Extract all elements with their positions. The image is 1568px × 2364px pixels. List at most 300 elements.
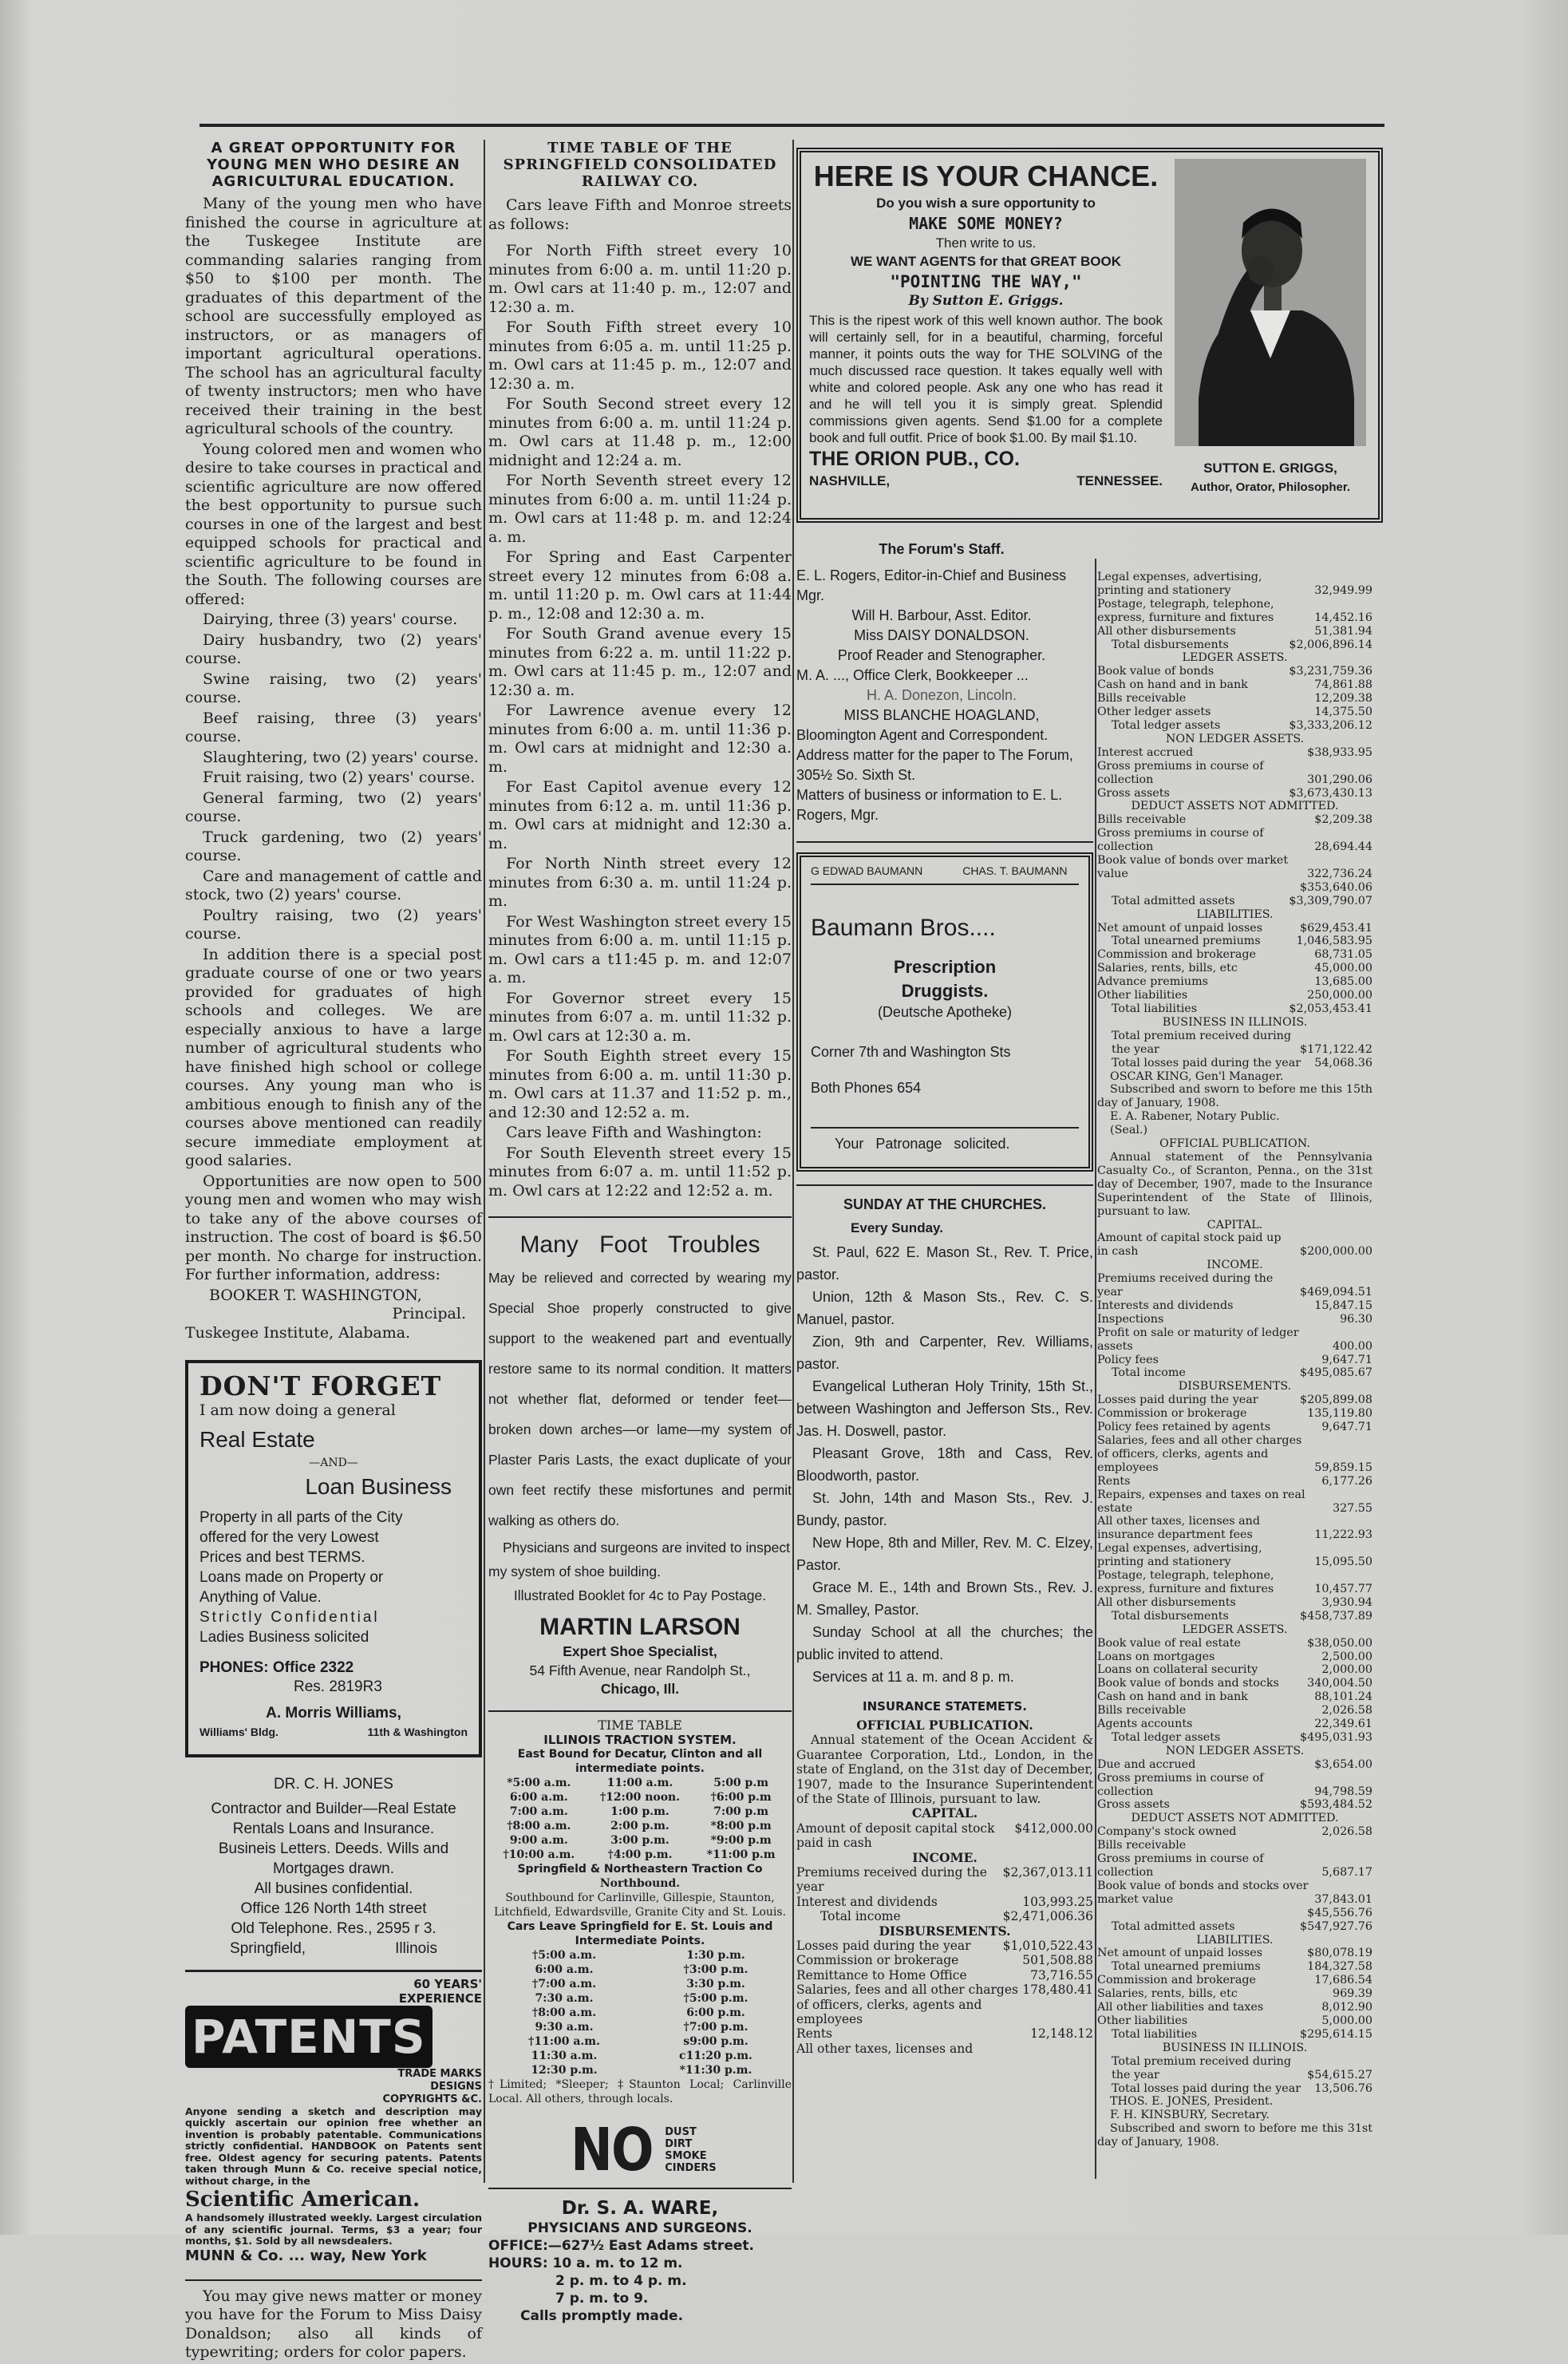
tt-row xyxy=(488,1963,792,1977)
line-value: 73,716.55 xyxy=(1030,1967,1093,1983)
line-label: Agents accounts xyxy=(1097,1718,1193,1731)
statement-line xyxy=(1097,1731,1372,1745)
statement-line xyxy=(1097,678,1372,692)
statement-line xyxy=(1097,760,1372,787)
ad-no-dust xyxy=(488,2115,792,2184)
statement-line xyxy=(1097,1030,1372,1057)
statement-line xyxy=(1097,1434,1372,1475)
statement-line xyxy=(1097,935,1372,948)
column-divider xyxy=(1095,559,1096,2179)
tt-time: †7:00 a.m. xyxy=(531,1977,597,1990)
statement-line xyxy=(1097,1758,1372,1772)
line-label: Total disbursements xyxy=(1112,638,1229,651)
route: For North Fifth street every 10 minutes from 6:00 a. m. until 11:20 p. m. Owl cars at 11:40 p. m., 12:07 and 12:30 a. m. xyxy=(488,242,792,316)
ad-line: Office 126 North 14th street xyxy=(240,1900,427,1917)
line-value: 9,647.71 xyxy=(1321,1353,1372,1366)
line-label: Interest accrued xyxy=(1097,745,1194,759)
ad-line: Ladies Business solicited xyxy=(199,1629,369,1646)
statement-line xyxy=(1097,1704,1372,1718)
statement-line xyxy=(1097,2082,1372,2096)
line-label: Commission and brokerage xyxy=(1097,1974,1256,1987)
ad-line: Real Estate xyxy=(199,1426,315,1452)
patents-body: A handsomely illustrated weekly. Largest circulation of any scientific journal. Terms, $3 a year; four months, $1. Sold by all newsdealers. xyxy=(185,2212,482,2247)
line-label: Total premium received during the year xyxy=(1112,1029,1292,1056)
tt-heading: Southbound for Carlinville, Gillespie, Staunton, Litchfield, Edwardsville, Granite City and St. Louis. xyxy=(493,1891,787,1919)
line-label: Net amount of unpaid losses xyxy=(1097,921,1263,935)
route: For Spring and East Carpenter street every 12 minutes from 6:08 a. m. until 11:20 p. m. Owl cars at 11:44 p. m., 12:08 and 12:30 a. m. xyxy=(488,548,792,623)
statement-line xyxy=(1097,1326,1372,1354)
line-value: 400.00 xyxy=(1332,1339,1372,1353)
author-name: SUTTON E. GRIGGS, xyxy=(1203,461,1337,476)
route: For South Second street every 12 minutes from 6:00 a. m. until 11:24 p. m. Owl cars at 11.48 p. m., 12:00 midnight and 12:24 a. m. xyxy=(488,395,792,469)
church-item: Pleasant Grove, 18th and Cass, Rev. Bloodworth, pastor. xyxy=(796,1445,1093,1484)
course-item: Poultry raising, two (2) years' course. xyxy=(185,906,482,943)
course-item: Dairying, three (3) years' course. xyxy=(203,611,458,628)
tt-time: *8:00 p.m xyxy=(710,1819,772,1832)
statement-line xyxy=(1097,638,1372,652)
patents-line: DESIGNS xyxy=(430,2080,482,2093)
ad-line: Do you wish a sure opportunity to xyxy=(876,196,1096,211)
ad-line: All busines confidential. xyxy=(254,1880,413,1897)
statement-note: (Seal.) xyxy=(1110,1124,1148,1137)
tt-time: †5:00 a.m. xyxy=(531,1948,597,1962)
column-divider xyxy=(484,140,485,2183)
ad-phones-res: Res. 2819R3 xyxy=(294,1678,382,1695)
line-value: 501,508.88 xyxy=(1022,1953,1093,1968)
route: For East Capitol avenue every 12 minutes from 6:12 a. m. until 11:36 p. m. Owl cars at midnight and 12:30 a. m. xyxy=(488,778,792,852)
ad-title: DON'T FORGET xyxy=(199,1370,442,1401)
ad-publisher: THE ORION PUB., CO. xyxy=(809,448,1020,470)
line-label: Gross assets xyxy=(1097,786,1170,800)
ad-line: Both Phones 654 xyxy=(811,1080,922,1096)
patents-experience: EXPERIENCE xyxy=(398,1990,482,2006)
line-label: Total liabilities xyxy=(1112,2027,1198,2041)
line-value: 96.30 xyxy=(1340,1312,1372,1326)
line-label: Total income xyxy=(1112,1366,1186,1380)
article-title-tuskegee: A GREAT OPPORTUNITY FOR YOUNG MEN WHO DESIRE AN AGRICULTURAL EDUCATION. xyxy=(207,140,460,190)
line-label: Bills receivable xyxy=(1097,813,1187,827)
church-item: Evangelical Lutheran Holy Trinity, 15th St., between Washington and Jefferson Sts., Rev. Jas. H. Doswell, pastor. xyxy=(796,1378,1093,1439)
column-1 xyxy=(185,140,482,2364)
line-label: Profit on sale or maturity of ledger assets xyxy=(1097,1326,1299,1353)
insurance-statements xyxy=(796,1699,1093,2057)
ad-address: 54 Fifth Avenue, near Randolph St., xyxy=(529,1662,751,1678)
ad-title: HERE IS YOUR CHANCE. xyxy=(813,160,1159,192)
tt-row xyxy=(488,1833,792,1848)
sunday-churches xyxy=(796,1184,1093,1688)
statement-heading: DEDUCT ASSETS NOT ADMITTED. xyxy=(1131,1812,1339,1825)
church-item: St. John, 14th and Mason Sts., Rev. J. Bundy, pastor. xyxy=(796,1489,1093,1528)
line-label: Bills receivable xyxy=(1097,1704,1187,1718)
line-value: 6,177.26 xyxy=(1321,1474,1372,1488)
tt-time: 11:00 a.m. xyxy=(606,1776,673,1789)
tt-time: †3:00 p.m. xyxy=(683,1963,748,1976)
line-label: Total ledger assets xyxy=(1112,1730,1221,1744)
statement-line xyxy=(1097,1852,1372,1880)
line-label: Total admitted assets xyxy=(1112,1919,1235,1933)
tt-row xyxy=(488,1977,792,1991)
line-value: 15,095.50 xyxy=(1314,1556,1372,1569)
ad-patents xyxy=(185,1970,482,2265)
line-value: 340,004.50 xyxy=(1307,1677,1372,1690)
statement-line xyxy=(1097,1839,1372,1852)
line-label: Book value of bonds and stocks xyxy=(1097,1677,1279,1690)
tt-row xyxy=(488,1848,792,1862)
line-value: $38,050.00 xyxy=(1307,1636,1372,1650)
tt-time: c11:20 p.m. xyxy=(679,2049,752,2062)
route: For South Eleventh street every 15 minutes from 6:07 a. m. until 11:52 p. m. Owl cars at 12:22 and 12:52 a. m. xyxy=(488,1144,792,1200)
line-value: $2,053,453.41 xyxy=(1289,1002,1372,1015)
statement-line xyxy=(1097,1960,1372,1974)
staff-line: MISS BLANCHE HOAGLAND, xyxy=(843,706,1040,723)
tt-time: †6:00 p.m xyxy=(710,1790,772,1804)
line-value: 178,480.41 xyxy=(1022,1983,1093,1998)
statement-heading: LEDGER ASSETS. xyxy=(1182,651,1288,665)
ad-body: Illustrated Booklet for 4c to Pay Postage. xyxy=(513,1587,767,1603)
statement-line xyxy=(1097,692,1372,706)
patents-line: TRADE MARKS xyxy=(397,2067,482,2080)
no-ad-word: NO xyxy=(571,2115,654,2184)
line-label: Book value of bonds and stocks over market value xyxy=(1097,1879,1309,1906)
line-value: 2,026.58 xyxy=(1321,1825,1372,1839)
tt-row xyxy=(488,1776,792,1790)
line-label: Total liabilities xyxy=(1112,1002,1198,1015)
line-label: Commission or brokerage xyxy=(796,1953,959,1968)
statement-note: OSCAR KING, Gen'l Manager. xyxy=(1110,1069,1284,1083)
line-label: Salaries, fees and all other charges of officers, clerks, agents and employees xyxy=(1097,1434,1302,1474)
course-item: Beef raising, three (3) years' course. xyxy=(185,709,482,745)
statement-line xyxy=(1097,1690,1372,1704)
line-value: 45,000.00 xyxy=(1314,962,1372,975)
course-item: Truck gardening, two (2) years' course. xyxy=(185,828,482,864)
tt-time: 11:30 a.m. xyxy=(531,2049,598,2062)
staff-line: E. L. Rogers, Editor-in-Chief and Business Mgr. xyxy=(796,567,1067,603)
ad-city: NASHVILLE, xyxy=(809,473,891,488)
statement-heading: CAPITAL. xyxy=(1207,1218,1263,1231)
timetable-title: TIME TABLE OF THE SPRINGFIELD CONSOLIDATED RAILWAY CO. xyxy=(503,140,777,190)
no-ad-item: DUST xyxy=(665,2125,697,2138)
scientific-american: Scientific American. xyxy=(185,2188,421,2212)
statement-line xyxy=(1097,1421,1372,1434)
line-value: $2,471,006.36 xyxy=(1002,1909,1093,1924)
line-value: 301,290.06 xyxy=(1307,773,1372,786)
line-label: Commission or brokerage xyxy=(1097,1407,1247,1421)
statement-heading: OFFICIAL PUBLICATION. xyxy=(1159,1137,1310,1151)
tt-row xyxy=(488,1819,792,1833)
line-label: Loans on mortgages xyxy=(1097,1650,1215,1663)
line-label: Salaries, fees and all other charges of officers, clerks, agents and employees xyxy=(796,1983,1018,2027)
statement-line xyxy=(1097,1002,1372,1016)
line-label: Book value of bonds over market value xyxy=(1097,854,1289,880)
line-label: Total disbursements xyxy=(1112,1609,1229,1623)
line-value: $171,122.42 xyxy=(1300,1042,1372,1056)
line-value: 15,847.15 xyxy=(1314,1299,1372,1312)
paragraph: Opportunities are now open to 500 young men and women who may wish to take any of the above courses of instruction. The cost of board is $6.50 per month. No charge for instruction. For further information, address: xyxy=(185,1172,482,1283)
line-value: 103,993.25 xyxy=(1022,1894,1093,1909)
line-value: 3,930.94 xyxy=(1321,1595,1372,1609)
line-label: Repairs, expenses and taxes on real estate xyxy=(1097,1488,1305,1515)
tt-time: 7:00 a.m. xyxy=(509,1805,568,1818)
top-rule xyxy=(199,124,1384,127)
line-label: Other liabilities xyxy=(1097,989,1188,1002)
statement-line xyxy=(1097,787,1372,801)
line-value: 11,222.93 xyxy=(1314,1528,1372,1542)
statement-line xyxy=(1097,1974,1372,1987)
statement-line xyxy=(1097,746,1372,760)
line-value: $412,000.00 xyxy=(1014,1820,1093,1836)
signature-title: Principal. xyxy=(392,1305,466,1322)
line-label: Total premium received during the year xyxy=(1112,2054,1292,2081)
line-label xyxy=(1097,881,1102,895)
line-value: 13,685.00 xyxy=(1314,975,1372,989)
section-title: The Forum's Staff. xyxy=(879,541,1005,557)
patents-line: COPYRIGHTS &C. xyxy=(382,2093,482,2105)
line-label: Policy fees xyxy=(1097,1353,1159,1366)
tt-time: 6:00 a.m. xyxy=(509,1790,568,1804)
section-title: SUNDAY AT THE CHURCHES. xyxy=(843,1196,1047,1212)
line-label: Bills receivable xyxy=(1097,692,1187,706)
tt-row xyxy=(488,1991,792,2006)
section-sub: OFFICIAL PUBLICATION. xyxy=(856,1717,1033,1733)
statement-line xyxy=(1097,922,1372,935)
statement-note: E. A. Rabener, Notary Public. xyxy=(1110,1110,1280,1124)
statement-line xyxy=(1097,1718,1372,1731)
tt-time: 6:00 a.m. xyxy=(535,1963,594,1976)
ad-line: Strictly Confidential xyxy=(199,1609,380,1626)
line-value: 12,148.12 xyxy=(1030,2026,1093,2042)
ad-griggs-book xyxy=(796,148,1383,523)
patents-address: MUNN & Co. ... way, New York xyxy=(185,2247,427,2264)
line-label: Premiums received during the year xyxy=(1097,1272,1274,1299)
statement-line xyxy=(1097,1610,1372,1623)
ad-line: Prescription xyxy=(893,957,997,977)
line-value: 10,457.77 xyxy=(1314,1582,1372,1595)
line-value: 68,731.05 xyxy=(1314,948,1372,962)
statement-heading: DISBURSEMENTS. xyxy=(879,1923,1011,1939)
signature-place: Tuskegee Institute, Alabama. xyxy=(185,1323,411,1342)
statement-line xyxy=(1097,895,1372,908)
statement-line xyxy=(1097,1907,1372,1920)
line-value: 184,327.58 xyxy=(1307,1960,1372,1974)
line-value: $200,000.00 xyxy=(1300,1245,1372,1259)
ad-line: Loans made on Property or Anything of Value. xyxy=(199,1569,384,1606)
statement-line xyxy=(1097,1596,1372,1610)
patents-logo: PATENTS xyxy=(185,2006,432,2068)
tt-row xyxy=(488,1790,792,1805)
course-item: Fruit raising, two (2) years' course. xyxy=(203,769,476,786)
ad-line: Busineis Letters. Deeds. Wills and Mortgages drawn. xyxy=(218,1840,449,1877)
line-value: 22,349.61 xyxy=(1314,1718,1372,1731)
staff-line: Proof Reader and Stenographer. xyxy=(837,646,1046,663)
line-label: Rents xyxy=(1097,1474,1131,1488)
line-value: 9,647.71 xyxy=(1321,1421,1372,1434)
tt-row xyxy=(488,2020,792,2034)
ad-line: MAKE SOME MONEY? xyxy=(909,213,1063,233)
statement-line xyxy=(1097,1637,1372,1650)
statement-line xyxy=(1097,1231,1372,1259)
statement-line xyxy=(1097,1880,1372,1907)
tt-row xyxy=(488,1948,792,1963)
tt-time: 6:00 p.m. xyxy=(686,2006,745,2019)
line-label: Total losses paid during the year xyxy=(1112,2081,1301,2095)
line-label: Other ledger assets xyxy=(1097,706,1211,719)
line-label: Commission and brokerage xyxy=(1097,948,1256,962)
line-label: Other liabilities xyxy=(1097,2014,1188,2027)
statement-line xyxy=(1097,1272,1372,1299)
paragraph: In addition there is a special post graduate course of one or two years provided for graduates of high schools and colleges. We are especially anxious to have a large number of agricultural students who have finished high school or college courses. Any young man who is ambitious enough to finish any of the courses above mentioned can readily secure immediate employment at good salaries. xyxy=(185,945,482,1169)
line-label: Total unearned premiums xyxy=(1112,935,1261,948)
statement-line xyxy=(1097,2001,1372,2014)
statement-heading: DEDUCT ASSETS NOT ADMITTED. xyxy=(1131,800,1339,813)
patents-years: 60 YEARS' xyxy=(413,1976,482,1991)
line-value: 1,046,583.95 xyxy=(1296,935,1372,948)
line-value: 327.55 xyxy=(1332,1501,1372,1515)
ad-line: 2 p. m. to 4 p. m. xyxy=(555,2272,687,2289)
statement-line xyxy=(1097,2055,1372,2082)
author-role: Author, Orator, Philosopher. xyxy=(1190,480,1351,494)
paragraph: Cars leave Fifth and Monroe streets as follows: xyxy=(488,196,792,233)
course-item: General farming, two (2) years' course. xyxy=(185,789,482,825)
tt-time: 7:00 p.m xyxy=(713,1805,769,1818)
church-item: Sunday School at all the churches; the public invited to attend. xyxy=(796,1623,1093,1662)
statement-line xyxy=(1097,1772,1372,1799)
ad-line: OFFICE:—627½ East Adams street. xyxy=(488,2237,754,2254)
ad-name: G EDWAD BAUMANN xyxy=(811,864,923,877)
line-value: 74,861.88 xyxy=(1314,678,1372,692)
tt-heading: Cars Leave Springfield for E. St. Louis and Intermediate Points. xyxy=(507,1919,773,1947)
ad-line: WE WANT AGENTS for that GREAT BOOK xyxy=(850,254,1122,269)
line-label: Losses paid during the year xyxy=(1097,1393,1258,1407)
statement-heading: INCOME. xyxy=(1207,1259,1263,1272)
route: For North Ninth street every 12 minutes from 6:30 a. m. until 11:24 p. m. xyxy=(488,855,792,910)
line-value: $45,556.76 xyxy=(1307,1906,1372,1919)
tt-time: 5:00 p.m xyxy=(713,1776,769,1789)
line-value: 14,452.16 xyxy=(1314,611,1372,624)
tt-time: †10:00 a.m. xyxy=(503,1848,575,1861)
tt-heading: Springfield & Northeastern Traction Co xyxy=(517,1862,763,1876)
line-value: 88,101.24 xyxy=(1314,1690,1372,1704)
line-value: 13,506.76 xyxy=(1314,2081,1372,2095)
ad-line: Druggists. xyxy=(901,981,989,1001)
statement-line xyxy=(1097,1920,1372,1934)
line-value: $2,367,013.11 xyxy=(1002,1864,1093,1880)
route: For South Fifth street every 10 minutes from 6:05 a. m. until 11:25 p. m. Owl cars at 11:45 p. m., 12:07 and 12:30 a. m. xyxy=(488,318,792,393)
tt-row xyxy=(488,2006,792,2020)
line-label: Total ledger assets xyxy=(1112,718,1221,732)
line-label: Interest and dividends xyxy=(796,1894,938,1909)
statement-line xyxy=(1097,962,1372,975)
statement-heading: INCOME. xyxy=(912,1849,978,1865)
line-value: $3,231,759.36 xyxy=(1289,665,1372,678)
statement-line xyxy=(1097,1313,1372,1326)
statement-note: THOS. E. JONES, President. xyxy=(1110,2095,1274,2109)
tt-time: *5:00 a.m. xyxy=(507,1776,571,1789)
line-label: Rents xyxy=(796,2026,833,2042)
line-value: 17,686.54 xyxy=(1314,1974,1372,1987)
line-value: 969.39 xyxy=(1332,1987,1372,2001)
line-label: Total losses paid during the year xyxy=(1112,1056,1301,1069)
ad-line: 7 p. m. to 9. xyxy=(555,2290,649,2307)
ad-name: DR. C. H. JONES xyxy=(274,1776,393,1793)
statement-line xyxy=(1097,1299,1372,1313)
news-notice: You may give news matter or money you have for the Forum to Miss Daisy Donaldson; also all kinds of typewriting; orders for color papers. xyxy=(185,2279,482,2362)
line-value: $629,453.41 xyxy=(1300,921,1372,935)
patents-body: Anyone sending a sketch and description may quickly ascertain our opinion free whether an invention is probably patentable. Communications strictly confidential. HANDBOOK on Patents sent free. Oldest agency for securing patents. Patents taken through Munn & Co. receive special notice, without charge, in the xyxy=(185,2105,482,2187)
ad-line: Loan Business xyxy=(305,1474,452,1499)
ad-sub: PHYSICIANS AND SURGEONS. xyxy=(527,2220,752,2236)
line-label: Remittance to Home Office xyxy=(796,1967,967,1983)
line-value: $469,094.51 xyxy=(1300,1286,1372,1299)
tt-time: 9:30 a.m. xyxy=(535,2020,594,2034)
line-value: $458,737.89 xyxy=(1300,1609,1372,1623)
ad-dr-jones xyxy=(185,1775,482,1959)
line-value: 2,026.58 xyxy=(1321,1704,1372,1718)
ad-name: A. Morris Williams, xyxy=(266,1705,401,1722)
line-value: 94,798.59 xyxy=(1314,1785,1372,1798)
line-value: 28,694.44 xyxy=(1314,840,1372,854)
no-ad-item: SMOKE xyxy=(665,2149,707,2162)
ad-sub: Expert Shoe Specialist, xyxy=(563,1643,717,1659)
ad-martin-larson xyxy=(488,1216,792,1699)
course-item: Swine raising, two (2) years' course. xyxy=(185,670,482,706)
statement-line xyxy=(1097,813,1372,827)
ad-title: Many Foot Troubles xyxy=(519,1231,760,1258)
ad-line: Springfield, xyxy=(230,1939,306,1957)
tt-time: s9:00 p.m. xyxy=(683,2034,748,2048)
statement-line xyxy=(1097,598,1372,625)
statement-line xyxy=(1097,571,1372,598)
line-value: $2,006,896.14 xyxy=(1289,638,1372,651)
statement-line xyxy=(1097,1407,1372,1421)
tt-row xyxy=(488,2049,792,2063)
route: For North Seventh street every 12 minutes from 6:00 a. m. until 11:24 p. m. Owl cars at 11:48 p. m. and 12:24 a. m. xyxy=(488,472,792,546)
line-value: 135,119.80 xyxy=(1307,1407,1372,1421)
ad-line: (Deutsche Apotheke) xyxy=(877,1004,1013,1020)
line-value: $3,333,206.12 xyxy=(1289,718,1372,732)
staff-line: Miss DAISY DONALDSON. xyxy=(854,627,1029,643)
line-value: 322,736.24 xyxy=(1307,867,1372,880)
no-ad-item: CINDERS xyxy=(665,2161,717,2174)
statement-line xyxy=(1097,1057,1372,1070)
line-value: $353,640.06 xyxy=(1300,880,1372,894)
line-label: Book value of bonds xyxy=(1097,665,1215,678)
column-divider xyxy=(792,140,794,2183)
line-value: $38,933.95 xyxy=(1307,745,1372,759)
line-value: $495,031.93 xyxy=(1300,1730,1372,1744)
line-value: $295,614.15 xyxy=(1300,2027,1372,2041)
ad-real-estate-williams xyxy=(185,1360,482,1757)
line-value: $593,484.52 xyxy=(1300,1798,1372,1812)
statement-heading: BUSINESS IN ILLINOIS. xyxy=(1162,1015,1308,1029)
line-label: Legal expenses, advertising, printing and stationery xyxy=(1097,571,1262,597)
ad-line: Then write to us. xyxy=(935,235,1037,251)
line-value: 37,843.01 xyxy=(1314,1892,1372,1906)
statement-heading: CAPITAL. xyxy=(911,1805,978,1821)
line-label: Gross premiums in course of collection xyxy=(1097,827,1264,854)
tt-heading: East Bound for Decatur, Clinton and all intermediate points. xyxy=(517,1747,763,1775)
statement-line xyxy=(1097,948,1372,962)
tt-time: †7:00 p.m. xyxy=(683,2020,748,2034)
ad-line: Your Patronage solicited. xyxy=(811,1127,1079,1154)
staff-line: Matters of business or information to E. L. Rogers, Mgr. xyxy=(796,786,1063,823)
no-ad-item: DIRT xyxy=(665,2137,693,2150)
statement-line xyxy=(1097,1515,1372,1542)
line-value: $80,078.19 xyxy=(1307,1947,1372,1960)
line-value: 5,687.17 xyxy=(1321,1866,1372,1879)
line-label: Amount of deposit capital stock paid in cash xyxy=(796,1820,995,1851)
tt-row xyxy=(488,1805,792,1819)
column-4-financials xyxy=(1097,571,1372,2149)
